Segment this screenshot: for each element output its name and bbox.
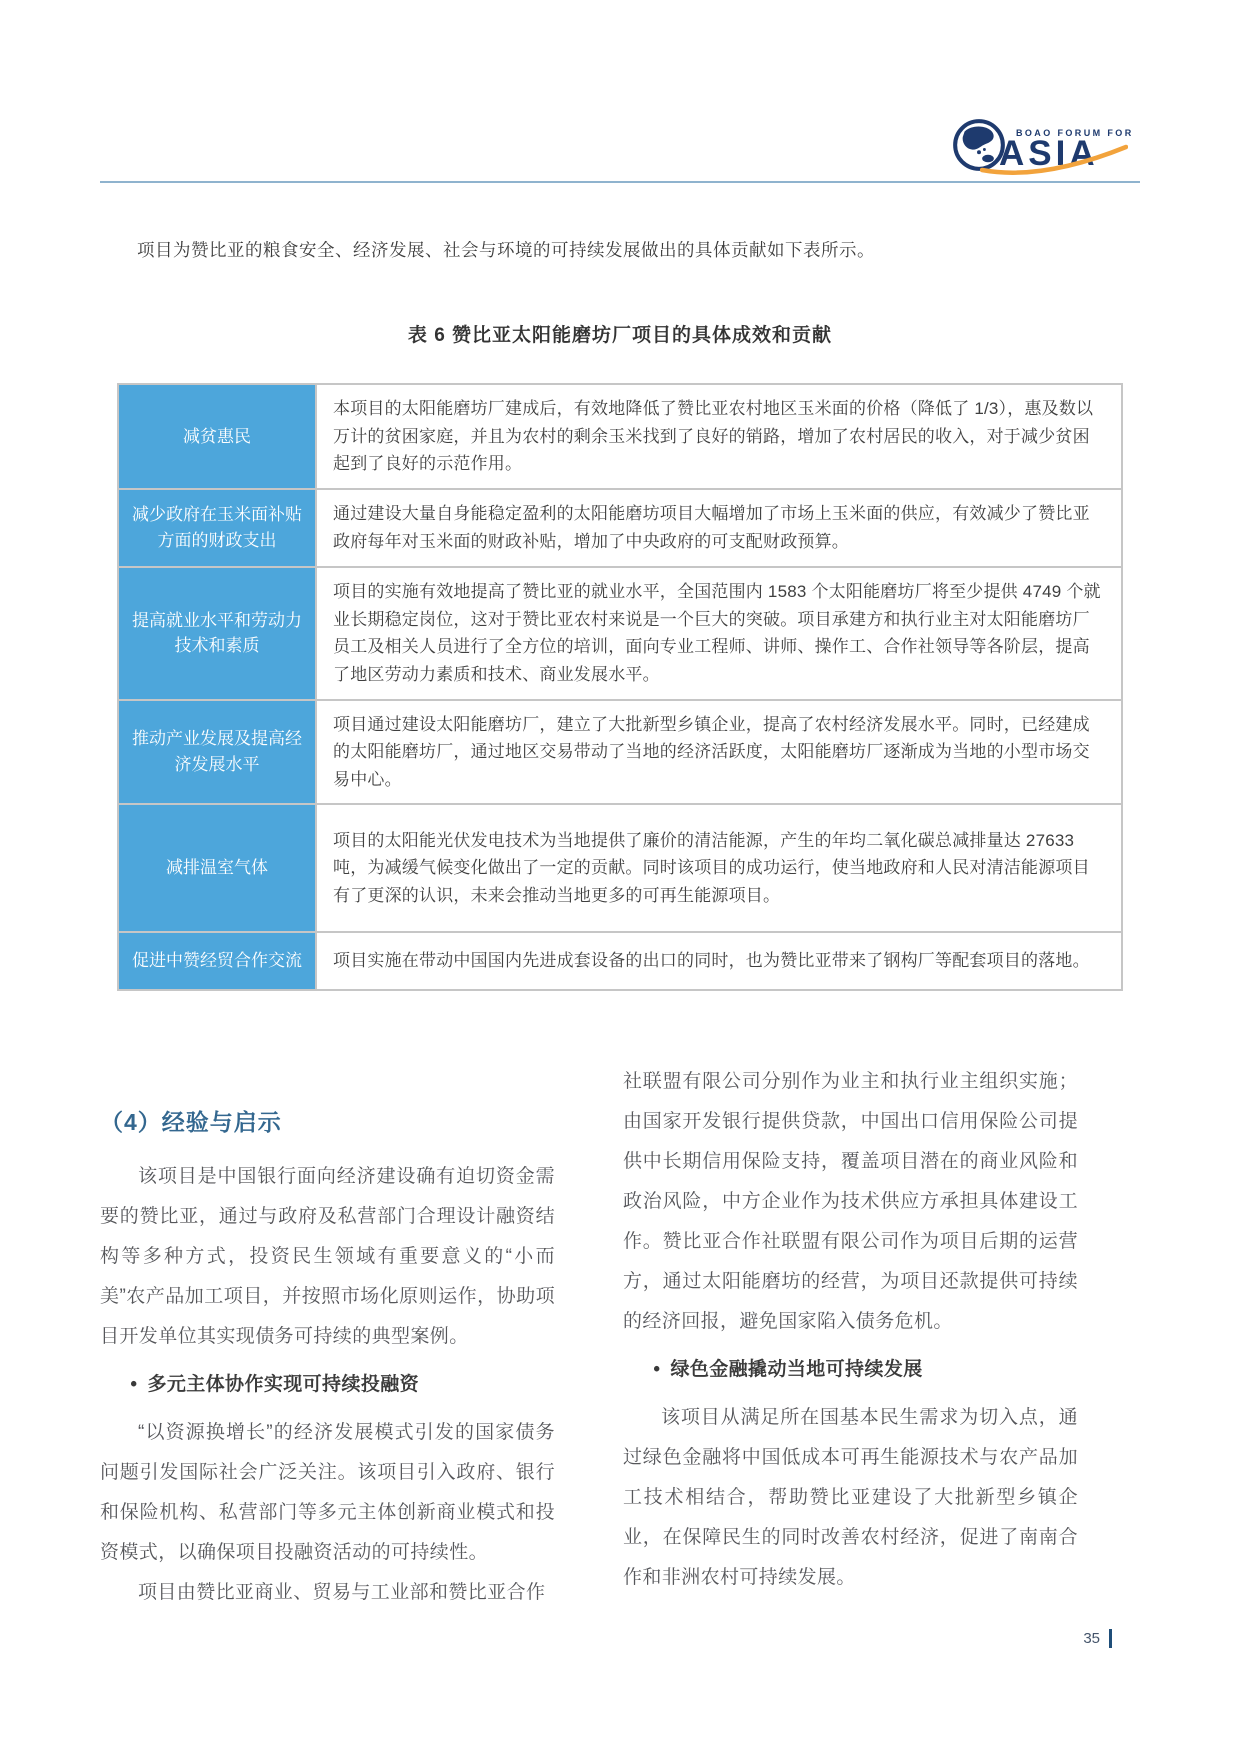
bullet-label: 多元主体协作实现可持续投融资: [147, 1374, 420, 1395]
intro-paragraph: 项目为赞比亚的粮食安全、经济发展、社会与环境的可持续发展做出的具体贡献如下表所示。: [137, 240, 875, 260]
paragraph: 该项目是中国银行面向经济建设确有迫切资金需要的赞比亚，通过与政府及私营部门合理设计融资结构等多种方式，投资民生领域有重要意义的“小而美”农产品加工项目，并按照市场化原则运作，协助项目开发单位其实现债务可持续的典型案例。: [100, 1166, 555, 1347]
paragraph: “以资源换增长”的经济发展模式引发的国家债务问题引发国际社会广泛关注。该项目引入政府、银行和保险机构、私营部门等多元主体创新商业模式和投资模式，以确保项目投融资活动的可持续性。: [100, 1422, 555, 1563]
left-column: [100, 1062, 555, 1613]
table-row: [118, 489, 1122, 567]
table-row: [118, 700, 1122, 805]
table-title: 表 6 赞比亚太阳能磨坊厂项目的具体成效和贡献: [407, 325, 833, 346]
two-column-section: [100, 1062, 1140, 1613]
row-label: 减排温室气体: [118, 804, 316, 932]
row-content: 本项目的太阳能磨坊厂建成后，有效地降低了赞比亚农村地区玉米面的价格（降低了 1/3），惠及数以万计的贫困家庭，并且为农村的剩余玉米找到了良好的销路，增加了农村居民的收入，对于减少贫困起到了良好的示范作用。: [316, 384, 1122, 489]
bullet-item: [623, 1350, 1078, 1390]
paragraph: 项目由赞比亚商业、贸易与工业部和赞比亚合作: [138, 1582, 546, 1603]
row-content: 项目的实施有效地提高了赞比亚的就业水平，全国范围内 1583 个太阳能磨坊厂将至少提供 4749 个就业长期稳定岗位，这对于赞比亚农村来说是一个巨大的突破。项目承建方和执行业主对太阳能磨坊厂员工及相关人员进行了全方位的培训，面向专业工程师、讲师、操作工、合作社领导等各阶层，提高了地区劳动力素质和技术、商业发展水平。: [316, 567, 1122, 700]
logo-text-small: BOAO FORUM FOR: [1016, 128, 1134, 138]
header-divider: [100, 181, 1140, 183]
page-number: 35: [1083, 1630, 1100, 1647]
bullet-dot-icon: •: [130, 1374, 138, 1395]
page-footer: [1083, 1629, 1112, 1648]
row-label: 提高就业水平和劳动力技术和素质: [118, 567, 316, 700]
row-label: 促进中赞经贸合作交流: [118, 932, 316, 990]
row-label: 减少政府在玉米面补贴方面的财政支出: [118, 489, 316, 567]
effects-table: [117, 383, 1123, 991]
globe-icon: [952, 118, 1006, 172]
row-content: 通过建设大量自身能稳定盈利的太阳能磨坊项目大幅增加了市场上玉米面的供应，有效减少了赞比亚政府每年对玉米面的财政补贴，增加了中央政府的可支配财政预算。: [316, 489, 1122, 567]
logo-text-asia: ASIA: [999, 134, 1099, 173]
paragraph: 社联盟有限公司分别作为业主和执行业主组织实施；由国家开发银行提供贷款，中国出口信用保险公司提供中长期信用保险支持，覆盖项目潜在的商业风险和政治风险，中方企业作为技术供应方承担具体建设工作。赞比亚合作社联盟有限公司作为项目后期的运营方，通过太阳能磨坊的经营，为项目还款提供可持续的经济回报，避免国家陷入债务危机。: [623, 1071, 1078, 1332]
right-column: [623, 1062, 1078, 1613]
row-label: 减贫惠民: [118, 384, 316, 489]
row-label: 推动产业发展及提高经济发展水平: [118, 700, 316, 805]
row-content: 项目通过建设太阳能磨坊厂，建立了大批新型乡镇企业，提高了农村经济发展水平。同时，已经建成的太阳能磨坊厂，通过地区交易带动了当地的经济活跃度，太阳能磨坊厂逐渐成为当地的小型市场交易中心。: [316, 700, 1122, 805]
boao-forum-logo: [952, 112, 1134, 180]
table-row: [118, 567, 1122, 700]
table-row: [118, 384, 1122, 489]
page-number-divider: [1109, 1629, 1112, 1648]
paragraph: 该项目从满足所在国基本民生需求为切入点，通过绿色金融将中国低成本可再生能源技术与农产品加工技术相结合，帮助赞比亚建设了大批新型乡镇企业，在保障民生的同时改善农村经济，促进了南南合作和非洲农村可持续发展。: [623, 1407, 1078, 1588]
table-row: [118, 804, 1122, 932]
bullet-label: 绿色金融撬动当地可持续发展: [670, 1359, 923, 1380]
bullet-item: [100, 1365, 555, 1405]
bullet-dot-icon: •: [653, 1359, 661, 1380]
table-row: [118, 932, 1122, 990]
row-content: 项目实施在带动中国国内先进成套设备的出口的同时，也为赞比亚带来了钢构厂等配套项目的落地。: [316, 932, 1122, 990]
section-heading: （4）经验与启示: [100, 1109, 282, 1135]
row-content: 项目的太阳能光伏发电技术为当地提供了廉价的清洁能源，产生的年均二氧化碳总减排量达 27633 吨，为减缓气候变化做出了一定的贡献。同时该项目的成功运行，使当地政府和人民对清洁能源项目有了更深的认识，未来会推动当地更多的可再生能源项目。: [316, 804, 1122, 932]
